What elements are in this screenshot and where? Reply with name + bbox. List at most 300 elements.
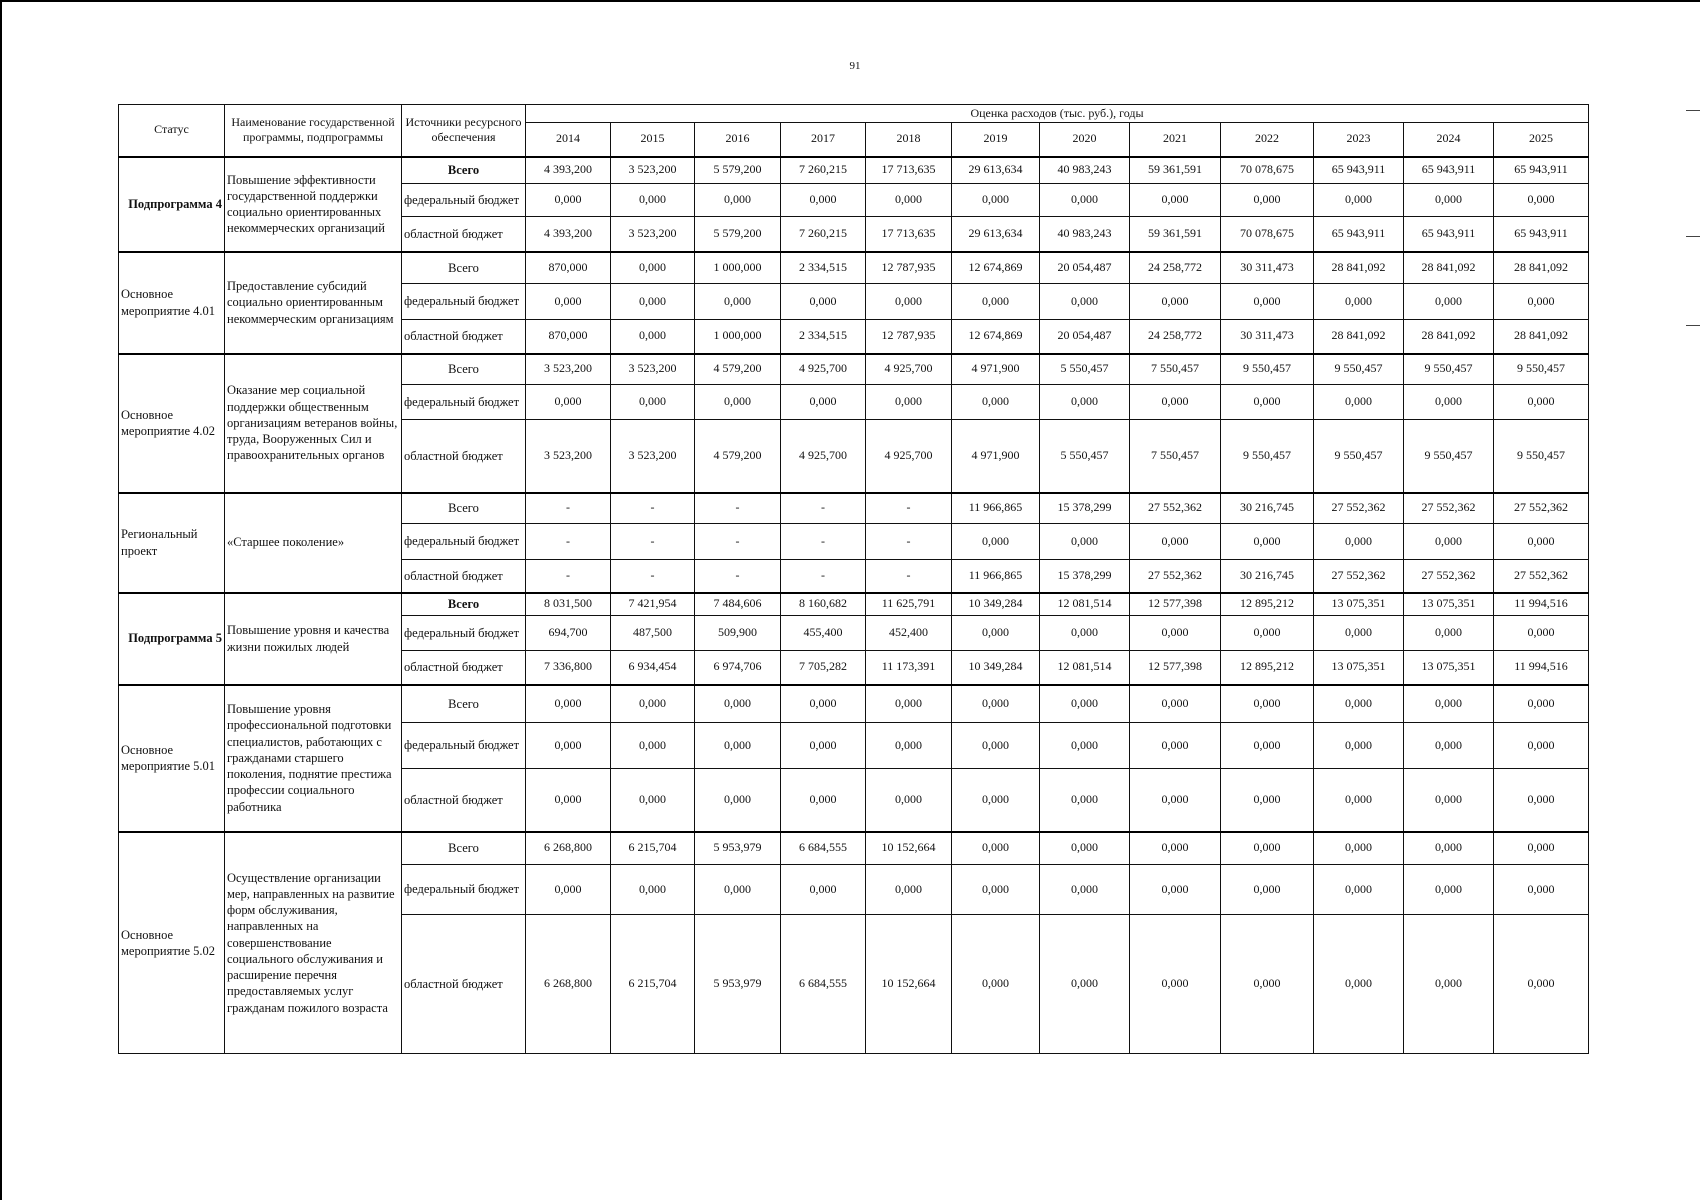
- value-cell: 0,000: [1130, 616, 1221, 651]
- value-cell: 0,000: [1404, 616, 1494, 651]
- value-cell: 9 550,457: [1404, 420, 1494, 493]
- source-label: областной бюджет: [402, 651, 526, 685]
- year-header: 2018: [866, 123, 952, 157]
- value-cell: 0,000: [526, 769, 611, 832]
- value-cell: -: [611, 560, 695, 593]
- source-label: федеральный бюджет: [402, 865, 526, 915]
- value-cell: 0,000: [952, 385, 1040, 420]
- value-cell: 0,000: [1314, 915, 1404, 1054]
- value-cell: -: [526, 524, 611, 560]
- value-cell: 0,000: [1314, 723, 1404, 769]
- value-cell: -: [695, 524, 781, 560]
- value-cell: 12 081,514: [1040, 593, 1130, 616]
- value-cell: 0,000: [526, 723, 611, 769]
- value-cell: 28 841,092: [1494, 252, 1589, 284]
- value-cell: 8 031,500: [526, 593, 611, 616]
- value-cell: 0,000: [952, 865, 1040, 915]
- value-cell: 24 258,772: [1130, 252, 1221, 284]
- value-cell: 0,000: [1314, 284, 1404, 320]
- value-cell: 3 523,200: [526, 354, 611, 385]
- value-cell: -: [781, 493, 866, 524]
- source-label: Всего: [402, 685, 526, 723]
- value-cell: 0,000: [1221, 524, 1314, 560]
- value-cell: 28 841,092: [1494, 320, 1589, 354]
- value-cell: 7 550,457: [1130, 420, 1221, 493]
- value-cell: 28 841,092: [1314, 252, 1404, 284]
- value-cell: 5 579,200: [695, 217, 781, 252]
- value-cell: 30 216,745: [1221, 493, 1314, 524]
- value-cell: 12 787,935: [866, 252, 952, 284]
- value-cell: 12 081,514: [1040, 651, 1130, 685]
- source-label: Всего: [402, 593, 526, 616]
- source-label: Всего: [402, 832, 526, 865]
- value-cell: 870,000: [526, 320, 611, 354]
- value-cell: 0,000: [1130, 723, 1221, 769]
- group-status: Основное мероприятие 5.02: [119, 832, 225, 1054]
- value-cell: 1 000,000: [695, 252, 781, 284]
- budget-table: [118, 104, 1589, 1054]
- value-cell: 27 552,362: [1130, 560, 1221, 593]
- table-row: [119, 593, 1589, 616]
- value-cell: 0,000: [866, 723, 952, 769]
- value-cell: 694,700: [526, 616, 611, 651]
- year-header: 2017: [781, 123, 866, 157]
- value-cell: 0,000: [611, 769, 695, 832]
- value-cell: 0,000: [1494, 385, 1589, 420]
- value-cell: -: [866, 524, 952, 560]
- value-cell: 10 349,284: [952, 593, 1040, 616]
- value-cell: 0,000: [1404, 769, 1494, 832]
- value-cell: 28 841,092: [1404, 320, 1494, 354]
- value-cell: 7 705,282: [781, 651, 866, 685]
- group-name: «Старшее поколение»: [225, 493, 402, 593]
- value-cell: 0,000: [1494, 832, 1589, 865]
- value-cell: 455,400: [781, 616, 866, 651]
- value-cell: 65 943,911: [1404, 157, 1494, 184]
- value-cell: 9 550,457: [1494, 354, 1589, 385]
- value-cell: 65 943,911: [1314, 157, 1404, 184]
- value-cell: 24 258,772: [1130, 320, 1221, 354]
- source-label: федеральный бюджет: [402, 184, 526, 217]
- value-cell: 0,000: [695, 685, 781, 723]
- year-header: 2014: [526, 123, 611, 157]
- source-label: федеральный бюджет: [402, 524, 526, 560]
- value-cell: 509,900: [695, 616, 781, 651]
- value-cell: 15 378,299: [1040, 560, 1130, 593]
- value-cell: 870,000: [526, 252, 611, 284]
- value-cell: 28 841,092: [1404, 252, 1494, 284]
- value-cell: -: [695, 493, 781, 524]
- value-cell: 0,000: [952, 284, 1040, 320]
- value-cell: 0,000: [1494, 524, 1589, 560]
- value-cell: 0,000: [1404, 524, 1494, 560]
- value-cell: 0,000: [611, 184, 695, 217]
- value-cell: 29 613,634: [952, 217, 1040, 252]
- value-cell: 0,000: [952, 915, 1040, 1054]
- value-cell: 6 934,454: [611, 651, 695, 685]
- value-cell: 20 054,487: [1040, 320, 1130, 354]
- value-cell: 70 078,675: [1221, 217, 1314, 252]
- value-cell: 9 550,457: [1221, 420, 1314, 493]
- value-cell: 0,000: [1404, 284, 1494, 320]
- source-label: федеральный бюджет: [402, 723, 526, 769]
- source-label: федеральный бюджет: [402, 616, 526, 651]
- value-cell: 0,000: [1221, 769, 1314, 832]
- value-cell: 3 523,200: [611, 420, 695, 493]
- source-label: Всего: [402, 493, 526, 524]
- group-name: Предоставление субсидий социально ориентированным некоммерческим организациям: [225, 252, 402, 354]
- value-cell: 0,000: [1130, 915, 1221, 1054]
- group-name: Осуществление организации мер, направленных на развитие форм обслуживания, направленных на совершенствование социального обслуживания и расширение перечня предоставляемых услуг гражданам пожилого возраста: [225, 832, 402, 1054]
- value-cell: 13 075,351: [1314, 651, 1404, 685]
- value-cell: 7 550,457: [1130, 354, 1221, 385]
- value-cell: 10 152,664: [866, 915, 952, 1054]
- value-cell: 0,000: [866, 685, 952, 723]
- value-cell: 6 268,800: [526, 915, 611, 1054]
- value-cell: 0,000: [781, 284, 866, 320]
- value-cell: 9 550,457: [1314, 354, 1404, 385]
- value-cell: 11 966,865: [952, 560, 1040, 593]
- value-cell: 27 552,362: [1404, 560, 1494, 593]
- value-cell: 0,000: [526, 685, 611, 723]
- value-cell: 0,000: [1314, 832, 1404, 865]
- value-cell: 0,000: [695, 184, 781, 217]
- value-cell: 6 215,704: [611, 832, 695, 865]
- value-cell: 6 268,800: [526, 832, 611, 865]
- value-cell: 0,000: [1221, 723, 1314, 769]
- source-label: областной бюджет: [402, 769, 526, 832]
- value-cell: 0,000: [611, 865, 695, 915]
- value-cell: 7 260,215: [781, 157, 866, 184]
- value-cell: 30 311,473: [1221, 320, 1314, 354]
- value-cell: 5 953,979: [695, 832, 781, 865]
- value-cell: 4 393,200: [526, 217, 611, 252]
- value-cell: 0,000: [1314, 616, 1404, 651]
- value-cell: 0,000: [695, 769, 781, 832]
- value-cell: 0,000: [866, 769, 952, 832]
- value-cell: 0,000: [1404, 184, 1494, 217]
- value-cell: 0,000: [1221, 616, 1314, 651]
- value-cell: 0,000: [1404, 723, 1494, 769]
- value-cell: 0,000: [1314, 385, 1404, 420]
- value-cell: 0,000: [526, 385, 611, 420]
- value-cell: -: [866, 493, 952, 524]
- value-cell: 28 841,092: [1314, 320, 1404, 354]
- value-cell: 11 625,791: [866, 593, 952, 616]
- value-cell: -: [526, 560, 611, 593]
- group-name: Повышение эффективности государственной поддержки социально ориентированных некоммерческих организаций: [225, 157, 402, 252]
- value-cell: 10 152,664: [866, 832, 952, 865]
- value-cell: 4 971,900: [952, 420, 1040, 493]
- value-cell: 4 925,700: [781, 420, 866, 493]
- value-cell: 27 552,362: [1130, 493, 1221, 524]
- value-cell: 17 713,635: [866, 217, 952, 252]
- value-cell: 0,000: [1494, 685, 1589, 723]
- value-cell: 3 523,200: [611, 157, 695, 184]
- source-label: Всего: [402, 157, 526, 184]
- value-cell: 0,000: [1130, 865, 1221, 915]
- group-status: Подпрограмма 5: [119, 593, 225, 685]
- value-cell: 59 361,591: [1130, 217, 1221, 252]
- year-header: 2019: [952, 123, 1040, 157]
- value-cell: 0,000: [1130, 284, 1221, 320]
- source-label: областной бюджет: [402, 217, 526, 252]
- group-status: Основное мероприятие 4.02: [119, 354, 225, 493]
- value-cell: 0,000: [1040, 685, 1130, 723]
- group-name: Повышение уровня и качества жизни пожилых людей: [225, 593, 402, 685]
- value-cell: 7 484,606: [695, 593, 781, 616]
- value-cell: 11 994,516: [1494, 593, 1589, 616]
- value-cell: 0,000: [1221, 832, 1314, 865]
- value-cell: 65 943,911: [1314, 217, 1404, 252]
- value-cell: 65 943,911: [1494, 217, 1589, 252]
- source-label: федеральный бюджет: [402, 385, 526, 420]
- value-cell: 0,000: [1040, 524, 1130, 560]
- value-cell: 9 550,457: [1221, 354, 1314, 385]
- value-cell: 0,000: [1040, 769, 1130, 832]
- value-cell: 12 895,212: [1221, 651, 1314, 685]
- source-label: Всего: [402, 252, 526, 284]
- group-status: Подпрограмма 4: [119, 157, 225, 252]
- value-cell: 15 378,299: [1040, 493, 1130, 524]
- value-cell: 0,000: [526, 184, 611, 217]
- value-cell: 0,000: [1404, 865, 1494, 915]
- value-cell: 0,000: [781, 723, 866, 769]
- value-cell: 5 953,979: [695, 915, 781, 1054]
- value-cell: 2 334,515: [781, 252, 866, 284]
- value-cell: 0,000: [1494, 723, 1589, 769]
- value-cell: 0,000: [1494, 865, 1589, 915]
- value-cell: 0,000: [952, 723, 1040, 769]
- group-status: Основное мероприятие 4.01: [119, 252, 225, 354]
- value-cell: -: [781, 560, 866, 593]
- value-cell: 17 713,635: [866, 157, 952, 184]
- value-cell: 8 160,682: [781, 593, 866, 616]
- value-cell: 9 550,457: [1494, 420, 1589, 493]
- year-header: 2015: [611, 123, 695, 157]
- value-cell: 7 336,800: [526, 651, 611, 685]
- value-cell: 27 552,362: [1314, 493, 1404, 524]
- group-status: Региональный проект: [119, 493, 225, 593]
- value-cell: -: [866, 560, 952, 593]
- value-cell: 12 577,398: [1130, 593, 1221, 616]
- value-cell: 0,000: [781, 184, 866, 217]
- value-cell: 13 075,351: [1404, 651, 1494, 685]
- table-row: [119, 493, 1589, 524]
- value-cell: 30 216,745: [1221, 560, 1314, 593]
- value-cell: 4 925,700: [866, 420, 952, 493]
- value-cell: 0,000: [952, 832, 1040, 865]
- value-cell: 0,000: [1314, 685, 1404, 723]
- value-cell: 0,000: [695, 723, 781, 769]
- group-name: Оказание мер социальной поддержки общественным организациям ветеранов войны, труда, Вооруженных Сил и правоохранительных органов: [225, 354, 402, 493]
- value-cell: 0,000: [1221, 865, 1314, 915]
- value-cell: 1 000,000: [695, 320, 781, 354]
- value-cell: 0,000: [1494, 769, 1589, 832]
- value-cell: 4 971,900: [952, 354, 1040, 385]
- value-cell: 0,000: [1040, 723, 1130, 769]
- header-sources: Источники ресурсного обеспечения: [402, 105, 526, 157]
- value-cell: 0,000: [611, 320, 695, 354]
- value-cell: 0,000: [1404, 832, 1494, 865]
- value-cell: 0,000: [1494, 184, 1589, 217]
- value-cell: 0,000: [695, 385, 781, 420]
- value-cell: 0,000: [952, 184, 1040, 217]
- value-cell: 0,000: [781, 385, 866, 420]
- value-cell: 30 311,473: [1221, 252, 1314, 284]
- value-cell: 0,000: [1314, 524, 1404, 560]
- value-cell: 6 684,555: [781, 915, 866, 1054]
- value-cell: 0,000: [1221, 915, 1314, 1054]
- value-cell: 27 552,362: [1314, 560, 1404, 593]
- value-cell: 0,000: [1040, 284, 1130, 320]
- value-cell: 40 983,243: [1040, 157, 1130, 184]
- value-cell: 40 983,243: [1040, 217, 1130, 252]
- value-cell: 0,000: [611, 252, 695, 284]
- value-cell: 5 550,457: [1040, 420, 1130, 493]
- value-cell: -: [611, 493, 695, 524]
- value-cell: 0,000: [1130, 184, 1221, 217]
- value-cell: 0,000: [1221, 184, 1314, 217]
- value-cell: 0,000: [611, 685, 695, 723]
- value-cell: 0,000: [1314, 865, 1404, 915]
- value-cell: 4 579,200: [695, 354, 781, 385]
- value-cell: 6 974,706: [695, 651, 781, 685]
- value-cell: 0,000: [1040, 616, 1130, 651]
- value-cell: 13 075,351: [1314, 593, 1404, 616]
- value-cell: 4 579,200: [695, 420, 781, 493]
- year-header: 2016: [695, 123, 781, 157]
- value-cell: 0,000: [695, 865, 781, 915]
- value-cell: -: [526, 493, 611, 524]
- value-cell: 487,500: [611, 616, 695, 651]
- value-cell: 0,000: [952, 616, 1040, 651]
- value-cell: 0,000: [1040, 915, 1130, 1054]
- value-cell: 5 579,200: [695, 157, 781, 184]
- page-number: 91: [849, 60, 861, 72]
- value-cell: 10 349,284: [952, 651, 1040, 685]
- value-cell: 12 577,398: [1130, 651, 1221, 685]
- edge-mark: [1686, 325, 1700, 326]
- source-label: областной бюджет: [402, 420, 526, 493]
- value-cell: -: [611, 524, 695, 560]
- header-status: Статус: [119, 105, 225, 157]
- value-cell: 0,000: [526, 284, 611, 320]
- value-cell: 27 552,362: [1494, 560, 1589, 593]
- value-cell: 0,000: [1404, 385, 1494, 420]
- group-name: Повышение уровня профессиональной подготовки специалистов, работающих с гражданами старшего поколения, поднятие престижа профессии социального работника: [225, 685, 402, 832]
- value-cell: 65 943,911: [1494, 157, 1589, 184]
- value-cell: 0,000: [952, 685, 1040, 723]
- value-cell: 0,000: [611, 284, 695, 320]
- source-label: областной бюджет: [402, 560, 526, 593]
- value-cell: 0,000: [781, 685, 866, 723]
- value-cell: 3 523,200: [611, 217, 695, 252]
- value-cell: 65 943,911: [1404, 217, 1494, 252]
- value-cell: 0,000: [611, 385, 695, 420]
- value-cell: 13 075,351: [1404, 593, 1494, 616]
- table-row: [119, 252, 1589, 284]
- value-cell: 0,000: [781, 865, 866, 915]
- value-cell: 6 684,555: [781, 832, 866, 865]
- value-cell: 452,400: [866, 616, 952, 651]
- value-cell: 0,000: [952, 524, 1040, 560]
- value-cell: 0,000: [1040, 832, 1130, 865]
- year-header: 2023: [1314, 123, 1404, 157]
- table-row: [119, 354, 1589, 385]
- value-cell: 9 550,457: [1314, 420, 1404, 493]
- year-header: 2025: [1494, 123, 1589, 157]
- value-cell: 12 674,869: [952, 320, 1040, 354]
- value-cell: 0,000: [952, 769, 1040, 832]
- value-cell: 4 393,200: [526, 157, 611, 184]
- value-cell: 0,000: [1130, 685, 1221, 723]
- value-cell: 0,000: [1130, 385, 1221, 420]
- table-body: [119, 157, 1589, 1054]
- value-cell: 3 523,200: [526, 420, 611, 493]
- value-cell: 11 966,865: [952, 493, 1040, 524]
- value-cell: 0,000: [1040, 865, 1130, 915]
- header-name: Наименование государственной программы, подпрограммы: [225, 105, 402, 157]
- value-cell: 0,000: [1221, 685, 1314, 723]
- value-cell: -: [781, 524, 866, 560]
- value-cell: 12 674,869: [952, 252, 1040, 284]
- table-row: [119, 157, 1589, 184]
- source-label: Всего: [402, 354, 526, 385]
- value-cell: 0,000: [1494, 915, 1589, 1054]
- value-cell: 0,000: [866, 284, 952, 320]
- value-cell: 3 523,200: [611, 354, 695, 385]
- value-cell: 4 925,700: [781, 354, 866, 385]
- year-header: 2024: [1404, 123, 1494, 157]
- value-cell: 7 260,215: [781, 217, 866, 252]
- value-cell: 29 613,634: [952, 157, 1040, 184]
- value-cell: 0,000: [695, 284, 781, 320]
- value-cell: -: [695, 560, 781, 593]
- value-cell: 12 895,212: [1221, 593, 1314, 616]
- value-cell: 0,000: [866, 385, 952, 420]
- source-label: областной бюджет: [402, 320, 526, 354]
- value-cell: 0,000: [1314, 769, 1404, 832]
- year-header: 2021: [1130, 123, 1221, 157]
- value-cell: 0,000: [1404, 685, 1494, 723]
- source-label: областной бюджет: [402, 915, 526, 1054]
- value-cell: 9 550,457: [1404, 354, 1494, 385]
- value-cell: 59 361,591: [1130, 157, 1221, 184]
- value-cell: 0,000: [781, 769, 866, 832]
- value-cell: 0,000: [1221, 284, 1314, 320]
- value-cell: 70 078,675: [1221, 157, 1314, 184]
- value-cell: 20 054,487: [1040, 252, 1130, 284]
- value-cell: 11 994,516: [1494, 651, 1589, 685]
- value-cell: 0,000: [866, 865, 952, 915]
- value-cell: 27 552,362: [1494, 493, 1589, 524]
- value-cell: 0,000: [1404, 915, 1494, 1054]
- value-cell: 6 215,704: [611, 915, 695, 1054]
- value-cell: 0,000: [1130, 769, 1221, 832]
- value-cell: 0,000: [526, 865, 611, 915]
- value-cell: 4 925,700: [866, 354, 952, 385]
- value-cell: 0,000: [1130, 832, 1221, 865]
- value-cell: 2 334,515: [781, 320, 866, 354]
- table-row: [119, 685, 1589, 723]
- table-row: [119, 832, 1589, 865]
- value-cell: 0,000: [866, 184, 952, 217]
- value-cell: 0,000: [1040, 184, 1130, 217]
- header-estimate: Оценка расходов (тыс. руб.), годы: [526, 105, 1589, 123]
- group-status: Основное мероприятие 5.01: [119, 685, 225, 832]
- value-cell: 0,000: [1494, 284, 1589, 320]
